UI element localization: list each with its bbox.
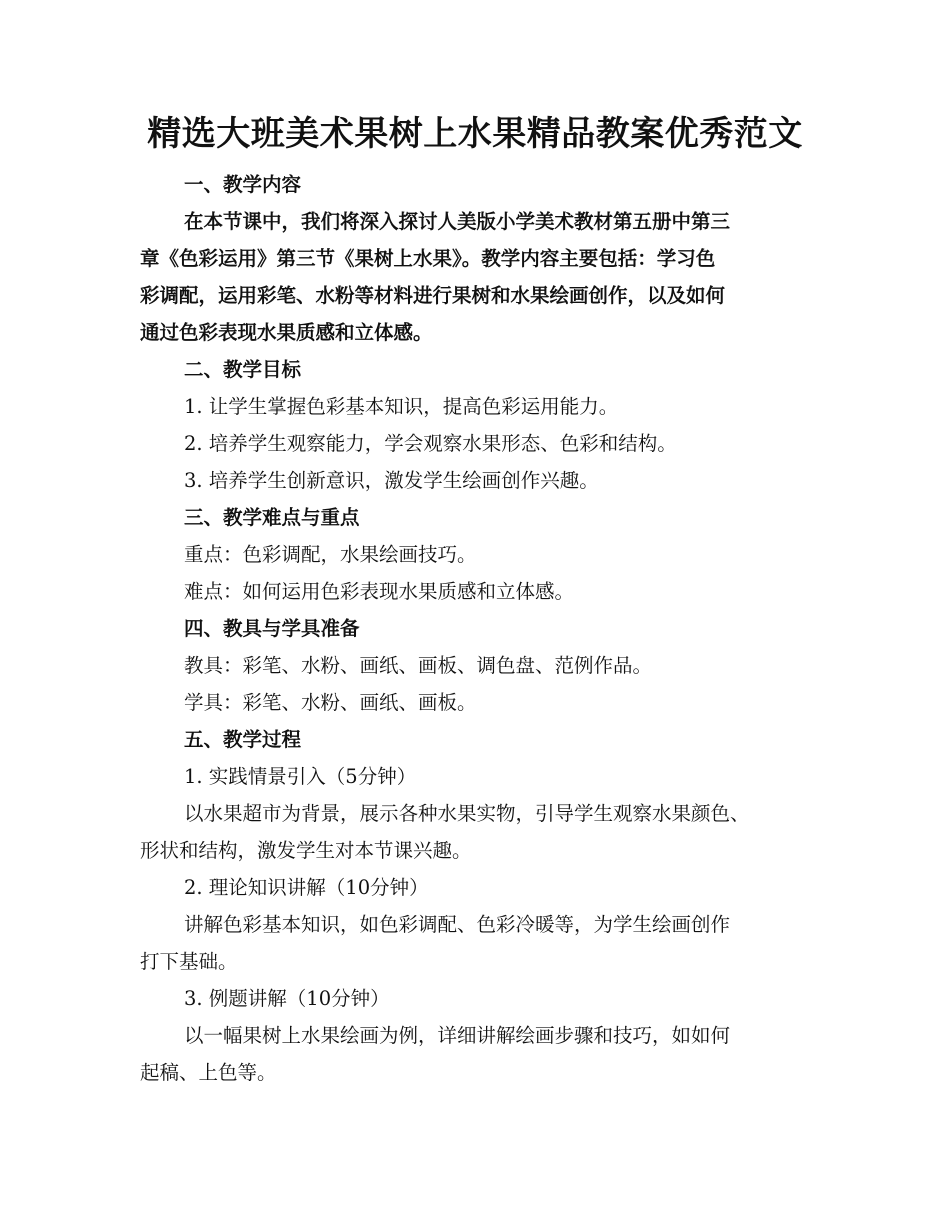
step-label: 2. 理论知识讲解（10分钟） (184, 876, 429, 899)
paragraph-line: 章《色彩运用》第三节《果树上水果》。教学内容主要包括：学习色 (140, 247, 716, 270)
paragraph-line: 通过色彩表现水果质感和立体感。 (140, 321, 433, 344)
section-heading-content: 一、教学内容 (184, 173, 302, 196)
section-heading-process: 五、教学过程 (184, 728, 302, 751)
list-item: 难点：如何运用色彩表现水果质感和立体感。 (184, 580, 575, 603)
paragraph-line: 起稿、上色等。 (140, 1061, 277, 1084)
paragraph-line: 以水果超市为背景，展示各种水果实物，引导学生观察水果颜色、 (184, 802, 750, 825)
step-label: 1. 实践情景引入（5分钟） (184, 765, 417, 788)
list-item: 1. 让学生掌握色彩基本知识，提高色彩运用能力。 (184, 395, 619, 418)
list-item: 教具：彩笔、水粉、画纸、画板、调色盘、范例作品。 (184, 654, 653, 677)
document-body (140, 166, 810, 1091)
paragraph-line: 打下基础。 (140, 950, 238, 973)
list-item: 2. 培养学生观察能力，学会观察水果形态、色彩和结构。 (184, 432, 677, 455)
paragraph-line: 在本节课中，我们将深入探讨人美版小学美术教材第五册中第三 (184, 210, 731, 233)
paragraph-line: 讲解色彩基本知识，如色彩调配、色彩冷暖等，为学生绘画创作 (184, 913, 731, 936)
step-label: 3. 例题讲解（10分钟） (184, 987, 390, 1010)
paragraph-line: 形状和结构，激发学生对本节课兴趣。 (140, 839, 472, 862)
document-title: 精选大班美术果树上水果精品教案优秀范文 (147, 114, 803, 154)
section-heading-objectives: 二、教学目标 (184, 358, 302, 381)
list-item: 3. 培养学生创新意识，激发学生绘画创作兴趣。 (184, 469, 599, 492)
section-heading-key-points: 三、教学难点与重点 (184, 506, 360, 529)
list-item: 重点：色彩调配，水果绘画技巧。 (184, 543, 477, 566)
list-item: 学具：彩笔、水粉、画纸、画板。 (184, 691, 477, 714)
paragraph-line: 彩调配，运用彩笔、水粉等材料进行果树和水果绘画创作，以及如何 (140, 284, 726, 307)
section-heading-materials: 四、教具与学具准备 (184, 617, 360, 640)
paragraph-line: 以一幅果树上水果绘画为例，详细讲解绘画步骤和技巧，如如何 (184, 1024, 731, 1047)
